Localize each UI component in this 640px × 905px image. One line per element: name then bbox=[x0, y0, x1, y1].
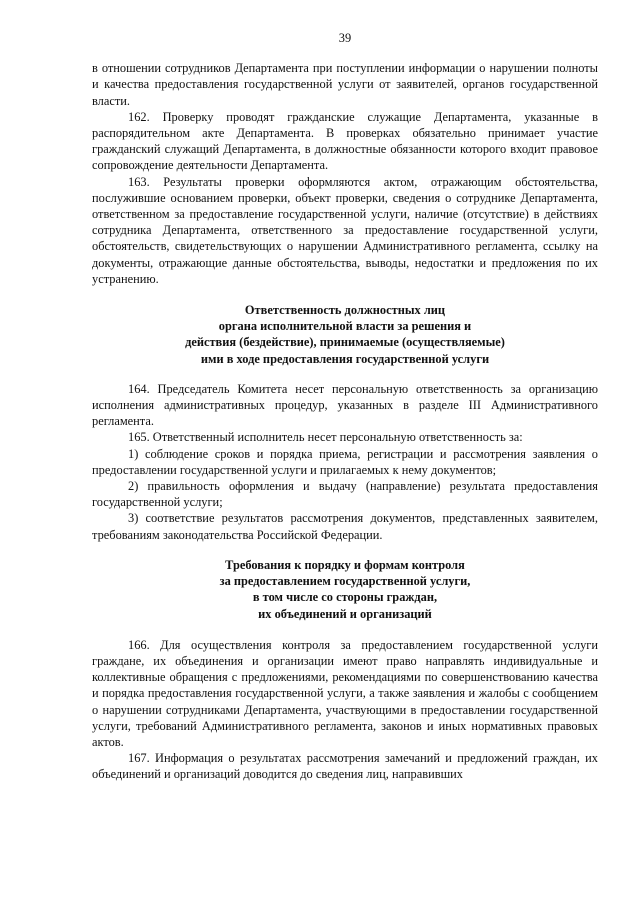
heading-line: Требования к порядку и формам контроля bbox=[225, 557, 465, 572]
list-item-3: 3) соответствие результатов рассмотрения документов, представленных заявителем, требованиям законодательства Российской Федерации. bbox=[92, 511, 598, 542]
list-item-1: 1) соблюдение сроков и порядка приема, регистрации и рассмотрения заявления о предоставлении государственной услуги и прилагаемых к нему документов; bbox=[92, 446, 598, 477]
paragraph-166: 166. Для осуществления контроля за предоставлением государственной услуги граждане, их объединения и организации имеют право направлять индивидуальные и коллективные обращения с предложениями, рекомендациями по совершенствованию качества и порядка предоставления государственной услуги, а также заявления и жалобы с сообщением о нарушении сотрудниками Департамента, участвующими в предоставлении государственной услуги, требований Административного регламента, законов и иных нормативных правовых актов. bbox=[92, 637, 598, 749]
section-heading-responsibility bbox=[92, 302, 598, 367]
heading-line: их объединений и организаций bbox=[258, 606, 432, 621]
paragraph-164: 164. Председатель Комитета несет персональную ответственность за организацию исполнения административных процедур, указанных в разделе III Административного регламента. bbox=[92, 381, 598, 429]
heading-line: за предоставлением государственной услуги, bbox=[219, 574, 471, 589]
heading-line: ими в ходе предоставления государственной услуги bbox=[200, 351, 490, 366]
heading-line: в том числе со стороны граждан, bbox=[252, 590, 438, 605]
paragraph-continuation: в отношении сотрудников Департамента при поступлении информации о нарушении полноты и качества предоставления государственной услуги от заявителей, органов государственной власти. bbox=[92, 61, 598, 108]
paragraph-167: 167. Информация о результатах рассмотрения замечаний и предложений граждан, их объединений и организаций доводится до сведения лиц, направивших bbox=[92, 751, 598, 782]
paragraph-163: 163. Результаты проверки оформляются актом, отражающим обстоятельства, послужившие основанием проверки, объект проверки, сведения о сотруднике Департамента, ответственном за предоставление государственной услуги, наличие (отсутствие) в действиях сотрудника Департамента, ответственного за предоставление государственной услуги, обстоятельств, свидетельствующих о нарушении Административного регламента, ссылку на документы, отражающие данные обстоятельства, выводы, недостатки и предложения по их устранению. bbox=[92, 174, 598, 286]
paragraph-162: 162. Проверку проводят гражданские служащие Департамента, указанные в распорядительном акте Департамента. В проверках обязательно принимает участие гражданский служащий Департамента, в должностные обязанности которого входит правовое сопровождение деятельности Департамента. bbox=[92, 109, 598, 173]
section-heading-control bbox=[92, 557, 598, 622]
heading-line: органа исполнительной власти за решения и bbox=[218, 319, 472, 334]
heading-line: Ответственность должностных лиц bbox=[244, 303, 446, 318]
page-number: 39 bbox=[338, 31, 352, 45]
paragraph-165: 165. Ответственный исполнитель несет персональную ответственность за: bbox=[128, 430, 523, 445]
list-item-2: 2) правильность оформления и выдачу (направление) результата предоставления государственной услуги; bbox=[92, 479, 598, 510]
heading-line: действия (бездействие), принимаемые (осуществляемые) bbox=[185, 335, 505, 350]
